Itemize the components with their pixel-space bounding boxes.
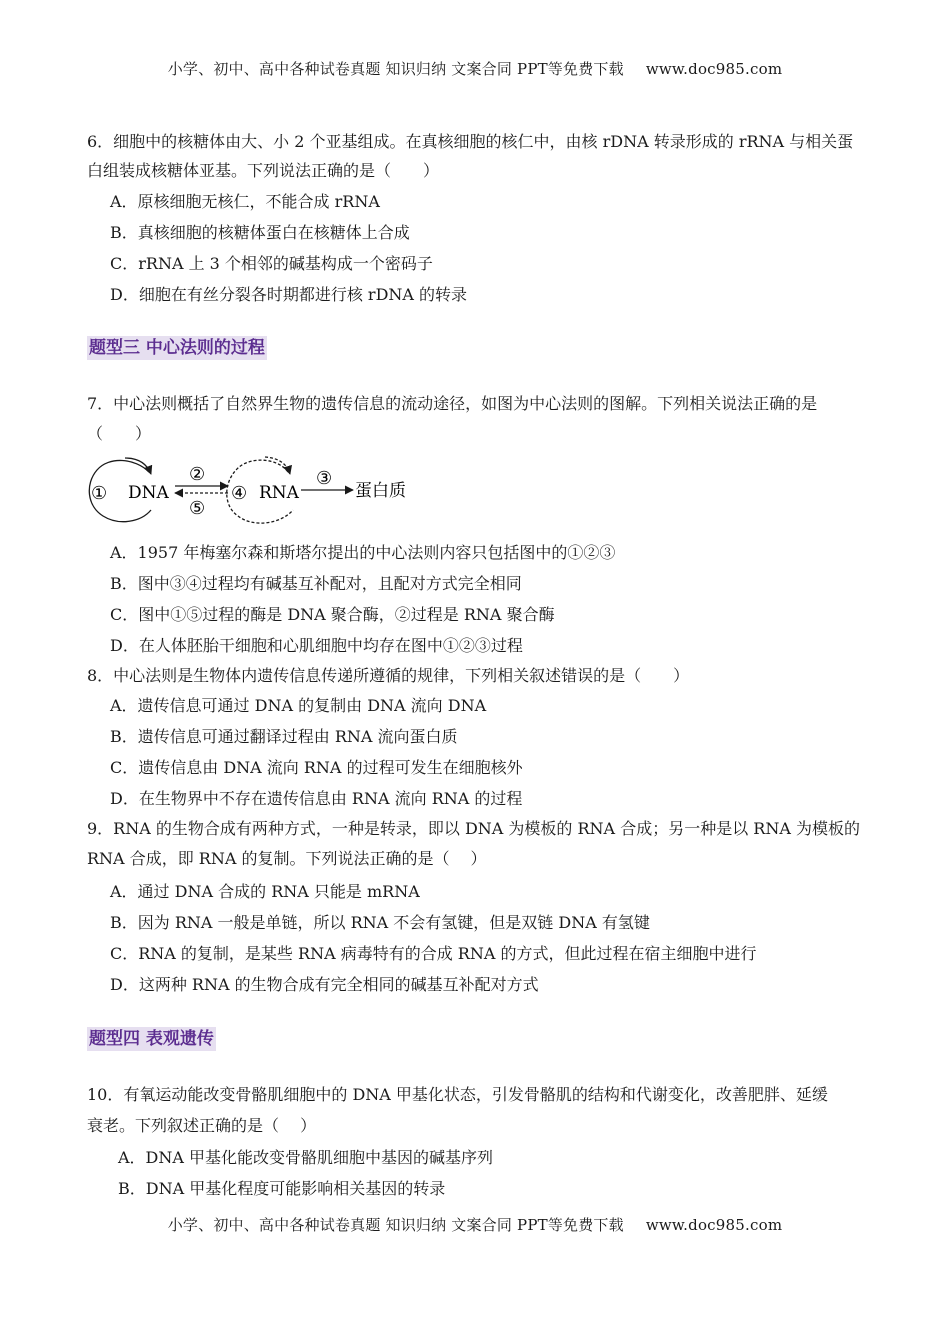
footer-text: 小学、初中、高中各种试卷真题 知识归纳 文案合同 PPT等免费下载 <box>167 1216 624 1234</box>
q7-stem-line1: 7．中心法则概括了自然界生物的遗传信息的流动途径，如图为中心法则的图解。下列相关说法正确的是 <box>87 394 818 413</box>
q8-option-c: C．遗传信息由 DNA 流向 RNA 的过程可发生在细胞核外 <box>110 758 523 777</box>
q9-stem-line2: RNA 合成，即 RNA 的复制。下列说法正确的是（ ） <box>87 849 487 868</box>
label-3: ③ <box>316 468 333 489</box>
q6-option-d: D．细胞在有丝分裂各时期都进行核 rDNA 的转录 <box>110 285 468 304</box>
q8-stem: 8．中心法则是生物体内遗传信息传递所遵循的规律，下列相关叙述错误的是（ ） <box>87 666 690 685</box>
q9-option-c: C．RNA 的复制，是某些 RNA 病毒特有的合成 RNA 的方式，但此过程在宿主细胞中进行 <box>110 944 757 963</box>
q10-stem-line1: 10．有氧运动能改变骨骼肌细胞中的 DNA 甲基化状态，引发骨骼肌的结构和代谢变化，改善肥胖、延缓 <box>87 1085 828 1104</box>
footer-url[interactable]: www.doc985.com <box>645 1216 783 1234</box>
label-5: ⑤ <box>189 498 206 519</box>
q7-option-b: B．图中③④过程均有碱基互补配对，且配对方式完全相同 <box>110 574 522 593</box>
q10-option-a: A．DNA 甲基化能改变骨骼肌细胞中基因的碱基序列 <box>118 1148 494 1167</box>
central-dogma-diagram <box>85 452 425 527</box>
rna-replication-arrowhead <box>265 457 290 474</box>
label-2: ② <box>189 464 206 485</box>
q10-option-b: B．DNA 甲基化程度可能影响相关基因的转录 <box>118 1179 446 1198</box>
page-footer <box>0 1214 950 1235</box>
q7-option-a: A．1957 年梅塞尔森和斯塔尔提出的中心法则内容只包括图中的①②③ <box>110 543 616 562</box>
label-1: ① <box>91 483 108 504</box>
replication-loop-arrowhead <box>125 458 151 474</box>
q8-option-a: A．遗传信息可通过 DNA 的复制由 DNA 流向 DNA <box>110 696 487 715</box>
q9-option-b: B．因为 RNA 一般是单链，所以 RNA 不会有氢键，但是双链 DNA 有氢键 <box>110 913 650 932</box>
q6-option-a: A．原核细胞无核仁，不能合成 rRNA <box>110 192 380 211</box>
label-rna: RNA <box>259 483 299 503</box>
q7-stem-line2: （ ） <box>87 424 152 443</box>
section-heading-3: 题型三 中心法则的过程 <box>89 338 265 358</box>
header-text: 小学、初中、高中各种试卷真题 知识归纳 文案合同 PPT等免费下载 <box>167 60 624 78</box>
label-protein: 蛋白质 <box>355 481 406 501</box>
q6-option-b: B．真核细胞的核糖体蛋白在核糖体上合成 <box>110 223 410 242</box>
q8-option-d: D．在生物界中不存在遗传信息由 RNA 流向 RNA 的过程 <box>110 789 523 808</box>
page-header <box>0 58 950 79</box>
q6-stem-line2: 白组装成核糖体亚基。下列说法正确的是（ ） <box>87 161 440 180</box>
q7-option-c: C．图中①⑤过程的酶是 DNA 聚合酶，②过程是 RNA 聚合酶 <box>110 605 555 624</box>
q9-stem-line1: 9．RNA 的生物合成有两种方式，一种是转录，即以 DNA 为模板的 RNA 合成；另一种是以 RNA 为模板的 <box>87 819 860 838</box>
q8-option-b: B．遗传信息可通过翻译过程由 RNA 流向蛋白质 <box>110 727 458 746</box>
q7-option-d: D．在人体胚胎干细胞和心肌细胞中均存在图中①②③过程 <box>110 636 523 655</box>
label-4: ④ <box>231 483 248 504</box>
q9-option-a: A．通过 DNA 合成的 RNA 只能是 mRNA <box>110 882 420 901</box>
label-dna: DNA <box>128 483 169 503</box>
q10-stem-line2: 衰老。下列叙述正确的是（ ） <box>87 1116 317 1135</box>
q9-option-d: D．这两种 RNA 的生物合成有完全相同的碱基互补配对方式 <box>110 975 539 994</box>
q6-stem-line1: 6．细胞中的核糖体由大、小 2 个亚基组成。在真核细胞的核仁中，由核 rDNA 转录形成的 rRNA 与相关蛋 <box>87 132 854 151</box>
q6-option-c: C．rRNA 上 3 个相邻的碱基构成一个密码子 <box>110 254 433 273</box>
section-heading-4: 题型四 表观遗传 <box>89 1029 214 1049</box>
header-url[interactable]: www.doc985.com <box>645 60 783 78</box>
